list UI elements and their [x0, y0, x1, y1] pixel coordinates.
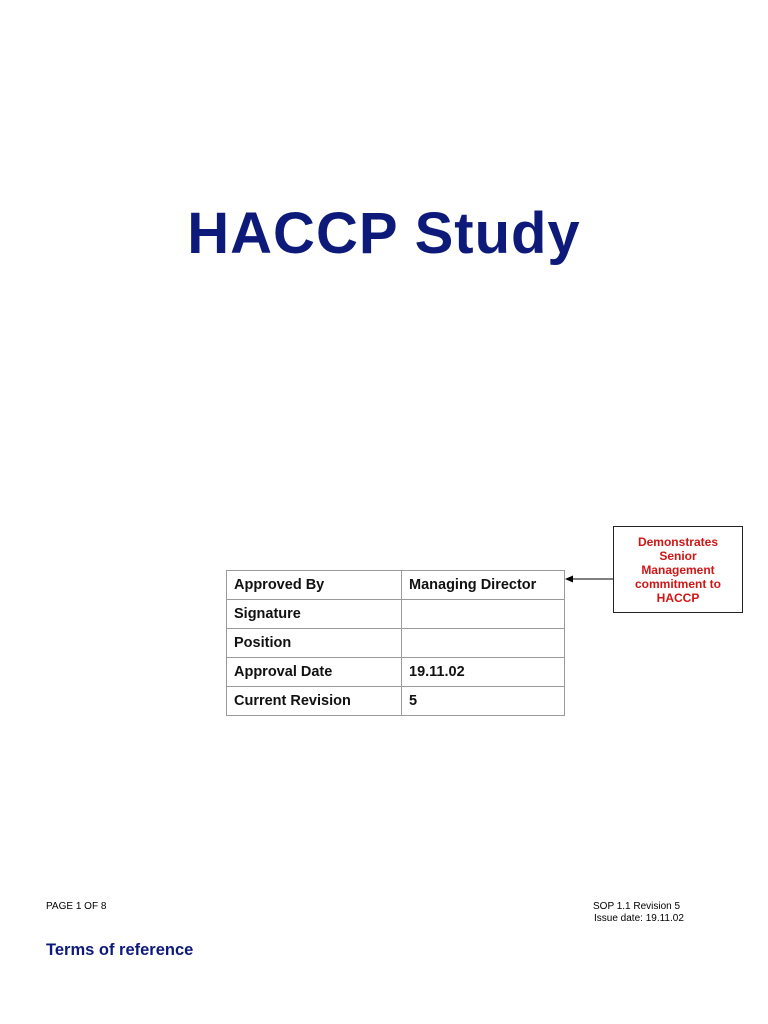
document-title: HACCP Study	[187, 201, 581, 266]
approved-by-value: Managing Director	[402, 571, 565, 600]
callout-line-1: Demonstrates	[637, 534, 718, 549]
callout-line-5: HACCP	[656, 590, 700, 605]
callout-arrow-icon	[565, 571, 615, 587]
table-row-approved-by	[227, 571, 565, 600]
signature-label: Signature	[227, 600, 402, 629]
table-row-position	[227, 629, 565, 658]
callout-line-2: Senior	[659, 548, 697, 563]
callout-box	[613, 526, 743, 613]
callout-text	[635, 535, 721, 605]
section-heading-terms-of-reference: Terms of reference	[46, 941, 194, 959]
position-value	[402, 629, 565, 658]
table-row-signature	[227, 600, 565, 629]
approval-date-value: 19.11.02	[402, 658, 565, 687]
approval-date-label: Approval Date	[227, 658, 402, 687]
table-row-approval-date	[227, 658, 565, 687]
position-label: Position	[227, 629, 402, 658]
callout-line-4: commitment to	[634, 576, 721, 591]
callout-line-3: Management	[641, 562, 715, 577]
current-revision-label: Current Revision	[227, 687, 402, 716]
footer-revision-info	[593, 901, 684, 925]
signature-value	[402, 600, 565, 629]
approval-table	[226, 570, 565, 716]
sop-revision: SOP 1.1 Revision 5	[593, 901, 681, 912]
issue-date: Issue date: 19.11.02	[594, 913, 684, 924]
approved-by-label: Approved By	[227, 571, 402, 600]
page-number: PAGE 1 OF 8	[46, 901, 107, 912]
current-revision-value: 5	[402, 687, 565, 716]
table-row-current-revision	[227, 687, 565, 716]
